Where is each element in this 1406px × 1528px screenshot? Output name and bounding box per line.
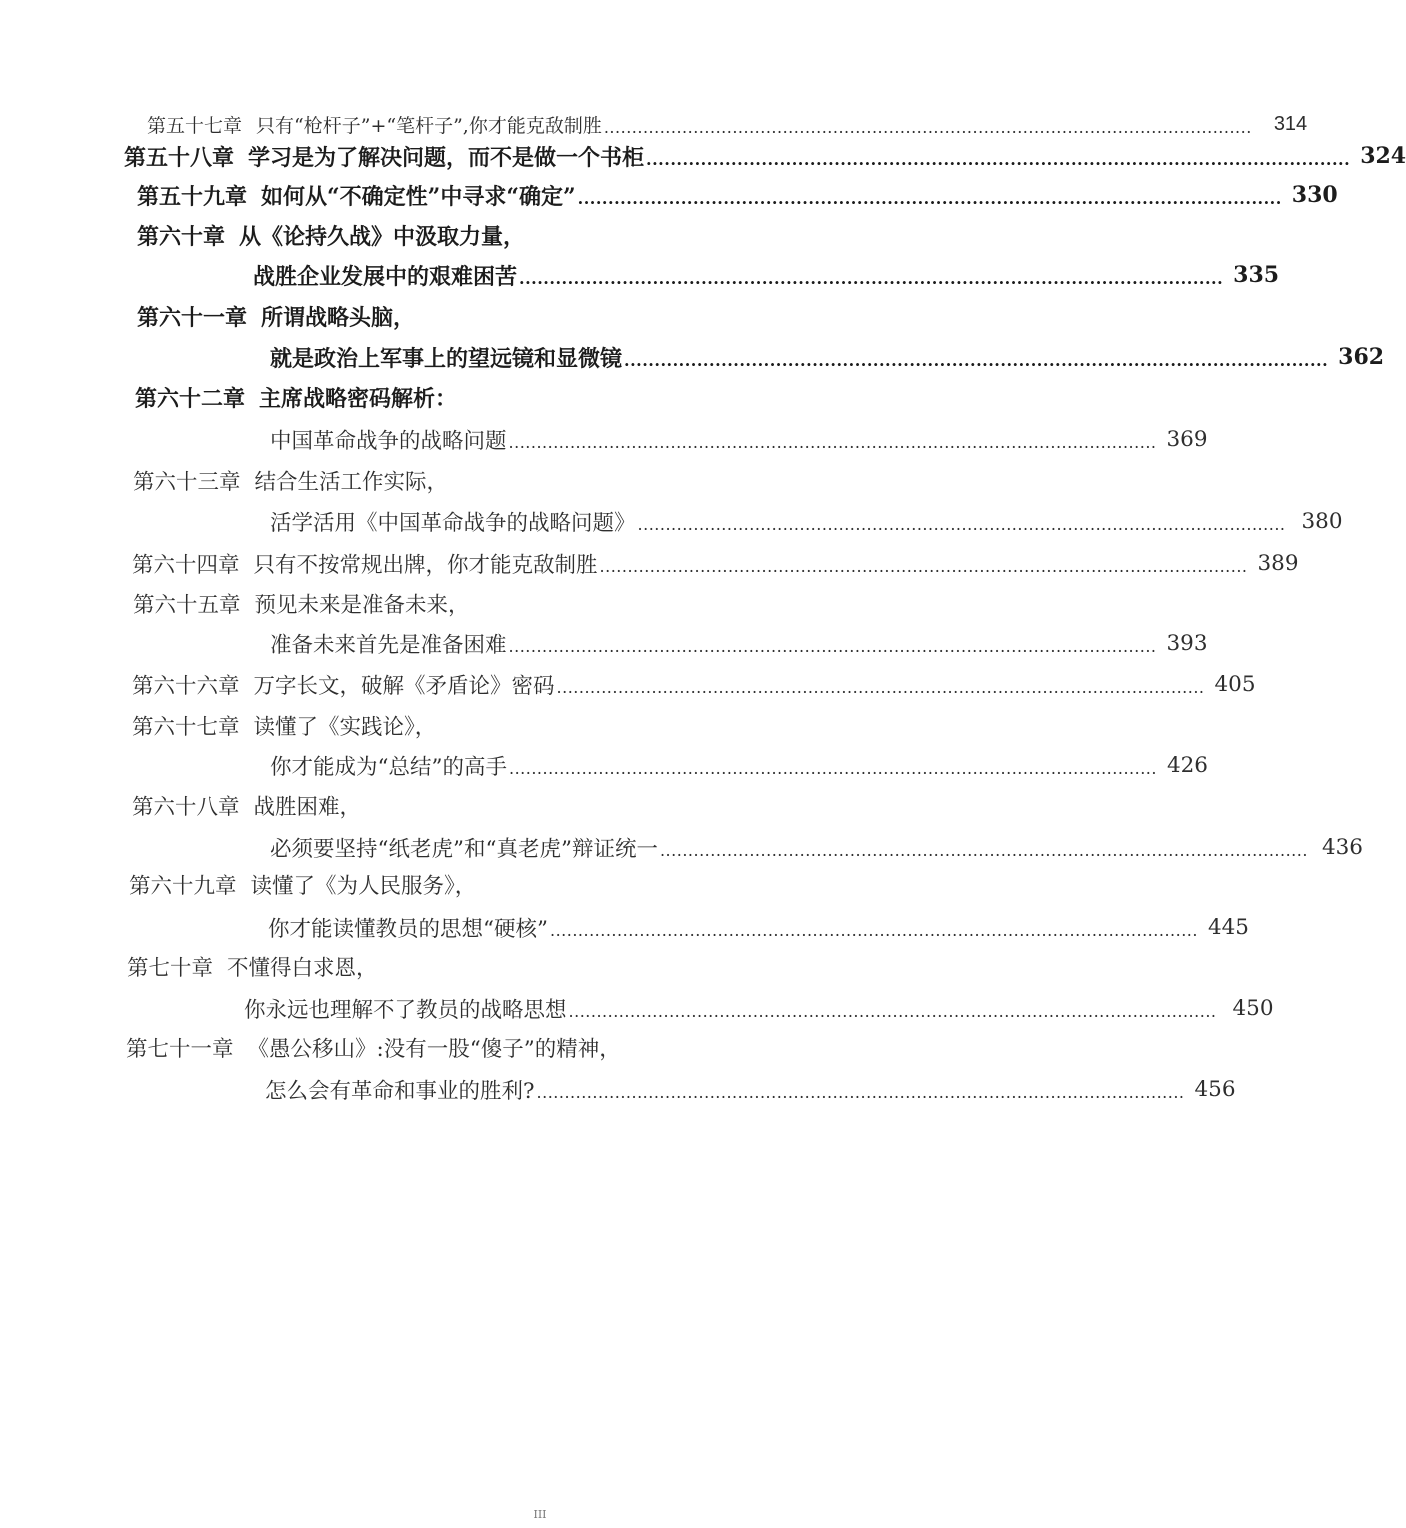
chapter-number: 第六十八章 [132,794,240,820]
page-number: 335 [1233,262,1280,288]
toc-entry-57[interactable] [147,106,1308,142]
chapter-title-continuation: 必须要坚持“纸老虎”和“真老虎”辩证统一 [270,836,658,862]
chapter-number: 第六十二章 [135,385,246,412]
chapter-title: 不懂得白求恩， [227,955,378,981]
toc-entry-62-continuation[interactable] [270,421,1208,457]
chapter-number: 第六十章 [137,223,226,250]
leader-dots: .................................................................................................................... [646,149,1351,169]
toc-entry-71-continuation[interactable] [265,1071,1236,1107]
chapter-title: 从《论持久战》中汲取力量， [239,223,526,250]
chapter-number: 第六十六章 [132,673,240,699]
toc-entry-68-continuation[interactable] [270,829,1363,865]
chapter-title-continuation: 怎么会有革命和事业的胜利? [265,1078,535,1104]
chapter-title-continuation: 中国革命战争的战略问题 [270,428,507,454]
leader-dots: .................................................................................................................... [508,432,1157,452]
toc-entry-71[interactable] [126,1029,866,1065]
leader-dots: .................................................................................................................... [549,920,1198,940]
leader-dots: .................................................................................................................... [536,1082,1185,1102]
chapter-number: 第五十九章 [137,183,248,210]
chapter-title-continuation: 准备未来首先是准备困难 [270,632,507,658]
leader-dots: .................................................................................................................... [599,556,1248,576]
page-number: 324 [1360,143,1406,169]
page-number: 369 [1166,426,1208,452]
leader-dots: .................................................................................................................... [624,350,1329,370]
page-number: 330 [1291,182,1338,208]
chapter-title: 主席战略密码解析： [259,385,458,412]
toc-entry-63[interactable] [133,462,879,498]
chapter-number: 第七十章 [127,955,214,981]
page-number: 314 [1273,112,1308,135]
chapter-title-continuation: 你永远也理解不了教员的战略思想 [244,997,567,1023]
chapter-number: 第六十七章 [132,714,240,740]
toc-entry-65[interactable] [133,585,879,621]
chapter-number: 第七十一章 [126,1036,234,1062]
toc-entry-63-continuation[interactable] [270,503,1343,539]
toc-entry-67-continuation[interactable] [270,747,1208,783]
leader-dots: .................................................................................................................... [659,840,1308,860]
chapter-number: 第六十九章 [129,873,237,899]
chapter-title: 如何从“不确定性”中寻求“确定” [261,183,576,210]
page-number: 405 [1214,671,1256,697]
toc-entry-69-continuation[interactable] [268,909,1249,945]
chapter-title-continuation: 战胜企业发展中的艰难困苦 [253,263,518,290]
chapter-title: 只有不按常规出牌，你才能克敌制胜 [253,552,598,578]
toc-entry-69[interactable] [129,866,869,902]
chapter-title: 只有“枪杆子”+“笔杆子”,你才能克敌制胜 [256,114,602,137]
toc-entry-70-continuation[interactable] [244,990,1274,1026]
chapter-title: 读懂了《实践论》， [253,714,437,740]
page-number: 426 [1166,752,1208,778]
chapter-title: 战胜困难， [253,794,362,820]
toc-entry-61[interactable] [137,298,879,334]
toc-entry-61-continuation[interactable] [270,339,1385,375]
chapter-title-continuation: 你才能读懂教员的思想“硬核” [268,916,548,942]
chapter-number: 第六十一章 [137,304,248,331]
page-number: 436 [1321,834,1363,860]
leader-dots: .................................................................................................................... [556,677,1205,697]
leader-dots: .................................................................................................................... [603,117,1252,137]
toc-entry-66[interactable] [132,666,1256,702]
leader-dots: .................................................................................................................... [508,758,1157,778]
leader-dots: .................................................................................................................... [519,268,1224,288]
chapter-title-continuation: 你才能成为“总结”的高手 [270,754,507,780]
toc-entry-62[interactable] [135,379,879,415]
toc-entry-58[interactable] [124,138,1406,174]
chapter-number: 第六十五章 [133,592,241,618]
toc-entry-68[interactable] [132,787,874,823]
chapter-title: 所谓战略头脑， [261,304,416,331]
toc-entry-70[interactable] [127,948,867,984]
toc-entry-60[interactable] [137,217,879,253]
chapter-title-continuation: 活学活用《中国革命战争的战略问题》 [270,510,636,536]
page-number: 393 [1166,630,1208,656]
page-number: 362 [1338,344,1385,370]
toc-entry-64[interactable] [132,545,1299,581]
toc-entry-60-continuation[interactable] [253,257,1280,293]
leader-dots: .................................................................................................................... [637,514,1286,534]
chapter-title-continuation: 就是政治上军事上的望远镜和显微镜 [270,345,623,372]
chapter-title: 结合生活工作实际， [254,469,449,495]
leader-dots: .................................................................................................................... [568,1001,1217,1021]
chapter-number: 第六十四章 [132,552,240,578]
page-number: 389 [1257,550,1299,576]
folio-page-number: III [533,1508,547,1521]
chapter-number: 第五十七章 [147,114,243,137]
page-number: 456 [1194,1076,1236,1102]
leader-dots: .................................................................................................................... [577,188,1282,208]
toc-entry-67[interactable] [132,707,874,743]
chapter-title: 《愚公移山》:没有一股“傻子”的精神， [247,1036,621,1062]
chapter-number: 第五十八章 [124,144,235,171]
leader-dots: .................................................................................................................... [508,636,1157,656]
chapter-number: 第六十三章 [133,469,241,495]
page-number: 450 [1232,995,1274,1021]
chapter-title: 万字长文，破解《矛盾论》密码 [253,673,555,699]
page-number: 380 [1301,508,1343,534]
chapter-title: 预见未来是准备未来， [254,592,470,618]
page-number: 445 [1207,914,1249,940]
toc-entry-59[interactable] [137,177,1338,213]
toc-entry-65-continuation[interactable] [270,625,1208,661]
chapter-title: 学习是为了解决问题，而不是做一个书柜 [248,144,645,171]
chapter-title: 读懂了《为人民服务》， [250,873,477,899]
